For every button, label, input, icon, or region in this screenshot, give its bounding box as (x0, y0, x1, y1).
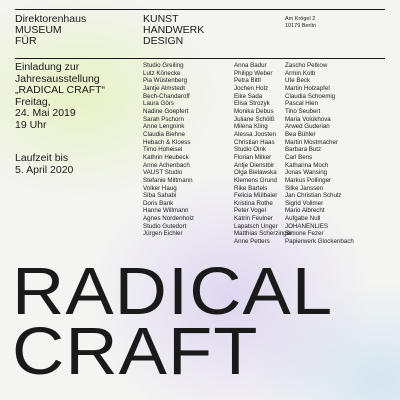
artist-name: Kathrin Heubeck (143, 153, 189, 161)
artist-name: Studio Greiling (143, 62, 184, 69)
artist-name: Olga Bielawska (234, 169, 277, 177)
artist-name: Simone Fezer (285, 230, 324, 238)
org-line: FÜR (15, 35, 37, 47)
artist-name: Jan Christian Schulz (285, 192, 342, 200)
invitation-text (15, 62, 105, 131)
artist-name: Timo Hoheisel (143, 146, 183, 154)
artist-name: Martin Mostmacher (285, 138, 338, 146)
artist-name: Bea Bühler (285, 130, 316, 138)
artist-name: Markus Pollinger (285, 176, 332, 184)
artist-name: Martin Holzapfel (285, 84, 330, 92)
artist-name: Barbara Butz (285, 146, 322, 154)
artist-name: Jürgen Eichler (143, 230, 183, 238)
invitation-line: Einladung zur (15, 61, 80, 73)
artist-name: Sarah Pschorn (143, 115, 184, 123)
artist-name: Claudia Schoemig (285, 92, 336, 100)
artist-name: Jantje Almstedt (143, 84, 185, 92)
artist-name: Sigrid Vollmer (285, 199, 324, 207)
museum-subject (143, 14, 204, 47)
artist-name: Pia Wüstenberg (143, 77, 188, 85)
artist-name: Alessa Joosten (234, 130, 276, 138)
artist-name: Jochen Holz (234, 84, 269, 92)
artist-name: Claudia Biehne (143, 130, 185, 138)
org-line: MUSEUM (15, 24, 62, 36)
invitation-line: Jahresausstellung (15, 72, 100, 85)
artist-name: Katharina Moch (285, 161, 329, 169)
artist-column-3 (285, 62, 354, 246)
subject-line: HANDWERK (143, 24, 205, 36)
artist-name: Arwed Guderian (285, 123, 330, 131)
artist-name: Jonas Wansing (285, 169, 328, 177)
invitation-line: „RADICAL CRAFT“ (15, 84, 106, 96)
artist-name: Pascal Hien (285, 100, 319, 108)
address (285, 16, 316, 30)
artist-name: Carl Bens (285, 153, 313, 161)
subject-line: KUNST (143, 13, 179, 25)
artist-name: Anne Petters (234, 238, 270, 246)
artist-name: Felicia Mülbaier (234, 192, 278, 200)
artist-name: Anne Achenbach (143, 161, 190, 169)
artist-name: Bech-Chandaroff (143, 92, 190, 100)
artist-name: Silke Janssen (285, 184, 324, 192)
runtime-text (15, 153, 73, 176)
artist-name: Papierwerk Glockenbach (285, 238, 354, 246)
artist-name: Petra Bittl (234, 77, 261, 85)
artist-name: Lapatsch Unger (234, 222, 278, 230)
artist-name: Klemens Grund (234, 176, 277, 184)
artist-name: Elisa Strozyk (234, 100, 270, 108)
artist-name: Kristina Rothe (234, 199, 273, 207)
runtime-line: Laufzeit bis (15, 152, 69, 164)
artist-name: Katrin Feulner (234, 215, 273, 223)
artist-name: Anne Lengnink (143, 123, 185, 131)
address-line: Am Krögel 2 (285, 16, 316, 22)
org-name (15, 14, 86, 47)
invitation-line: Freitag, (15, 95, 51, 108)
artist-name: Matthias Scherzinger (234, 230, 293, 238)
artist-name: Rike Bartels (234, 184, 268, 192)
artist-name: VAUST Studio (143, 169, 183, 177)
artist-name: Siba Sahabi (143, 192, 177, 200)
middle-rule (15, 58, 385, 59)
org-line: Direktorenhaus (15, 13, 87, 25)
artist-name: Studio Oink (234, 146, 266, 154)
invitation-line: 24. Mai 2019 (15, 107, 76, 119)
artist-name: Nadine Goepfert (143, 107, 189, 115)
subject-line: DESIGN (143, 35, 184, 47)
artist-name: Volker Haug (143, 184, 177, 192)
artist-name: Maria Volokhova (285, 115, 331, 123)
artist-name: Tino Seubert (285, 107, 321, 115)
artist-name: Lutz Könecke (143, 69, 181, 77)
artist-name: JOHANENLIES (285, 222, 328, 230)
artist-name: Florian Milker (234, 153, 272, 161)
artist-name: Armin Kolb (285, 69, 316, 77)
artist-column-1 (143, 62, 194, 238)
artist-name: Juliane Schölß (234, 115, 275, 123)
artist-name: Antje Dienstbir (234, 161, 275, 169)
artist-name: Philipp Weber (234, 69, 273, 77)
artist-name: Anna Badur (234, 62, 267, 69)
artist-name: Zascho Petkow (285, 62, 328, 69)
title-radical: RADICAL (12, 254, 334, 329)
artist-name: Doris Bank (143, 199, 174, 207)
address-line: 10179 Berlin (285, 23, 316, 29)
runtime-line: 5. April 2020 (15, 163, 74, 176)
artist-column-2 (234, 62, 292, 246)
top-rule (15, 9, 385, 10)
artist-name: Milena Kling (234, 123, 268, 131)
artist-name: Studio Gutedort (143, 222, 187, 230)
artist-name: Hebach & Kloess (143, 138, 191, 146)
artist-name: Hanne Willmann (143, 207, 189, 215)
artist-name: Monika Debus (234, 107, 274, 115)
artist-name: Agnes Nordenholz (143, 215, 194, 223)
invitation-line: 19 Uhr (15, 118, 47, 131)
artist-name: Ute Beck (285, 77, 311, 85)
artist-name: Aufgabe Null (285, 215, 321, 223)
artist-name: Christian Haas (234, 138, 275, 146)
artist-name: Peter Vogel (234, 207, 266, 215)
artist-name: Eike Sada (234, 92, 263, 100)
artist-name: Stefanie Miltmann (143, 176, 193, 184)
artist-name: Mario Albrecht (285, 207, 325, 215)
artist-name: Laura Görs (143, 100, 174, 108)
title-craft: CRAFT (12, 314, 259, 389)
